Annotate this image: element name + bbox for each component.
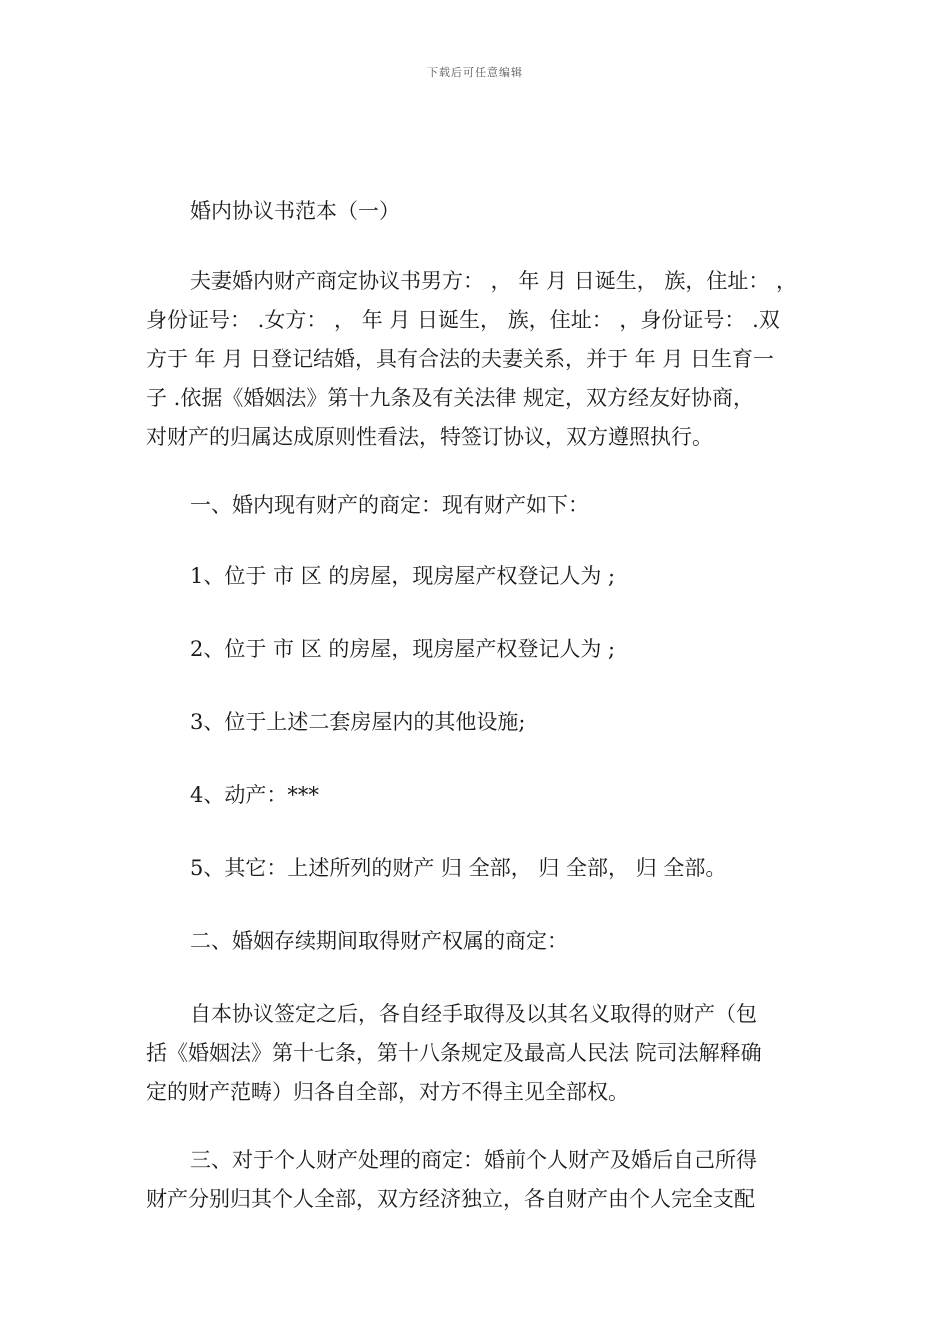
section2-paragraph — [146, 995, 818, 1112]
intro-paragraph — [146, 262, 818, 457]
list-item: 2、位于 市 区 的房屋，现房屋产权登记人为 ; — [190, 637, 616, 661]
section3-line: 三、对于个人财产处理的商定：婚前个人财产及婚后自己所得 — [190, 1148, 757, 1172]
list-item: 4、动产：*** — [190, 783, 319, 807]
document-title: 婚内协议书范本（一） — [190, 199, 400, 223]
list-item: 1、位于 市 区 的房屋，现房屋产权登记人为 ; — [190, 564, 616, 588]
list-item: 5、其它：上述所列的财产 归 全部， 归 全部， 归 全部。 — [190, 856, 727, 880]
intro-line: 夫妻婚内财产商定协议书男方： ， 年 月 日诞生， 族，住址： ， — [190, 269, 798, 293]
section3-line: 财产分别归其个人全部，双方经济独立，各自财产由个人完全支配 — [146, 1187, 755, 1211]
intro-line: 方于 年 月 日登记结婚，具有合法的夫妻关系，并于 年 月 日生育一 — [146, 347, 775, 371]
intro-line: 子 .依据《婚姻法》第十九条及有关法律 规定，双方经友好协商， — [146, 386, 755, 410]
section1-heading: 一、婚内现有财产的商定：现有财产如下： — [190, 493, 589, 517]
list-item: 3、位于上述二套房屋内的其他设施; — [190, 710, 526, 734]
page-header-note: 下载后可任意编辑 — [427, 66, 523, 79]
section2-heading: 二、婚姻存续期间取得财产权属的商定： — [190, 929, 568, 953]
intro-line: 对财产的归属达成原则性看法，特签订协议，双方遵照执行。 — [146, 425, 713, 449]
intro-line: 身份证号： .女方： ， 年 月 日诞生， 族，住址： ，身份证号： .双 — [146, 308, 780, 332]
section2-line: 自本协议签定之后，各自经手取得及以其名义取得的财产（包 — [190, 1002, 757, 1026]
section2-line: 定的财产范畴）归各自全部，对方不得主见全部权。 — [146, 1080, 629, 1104]
section2-line: 括《婚姻法》第十七条，第十八条规定及最高人民法 院司法解释确 — [146, 1041, 762, 1065]
section3-paragraph — [146, 1141, 818, 1219]
